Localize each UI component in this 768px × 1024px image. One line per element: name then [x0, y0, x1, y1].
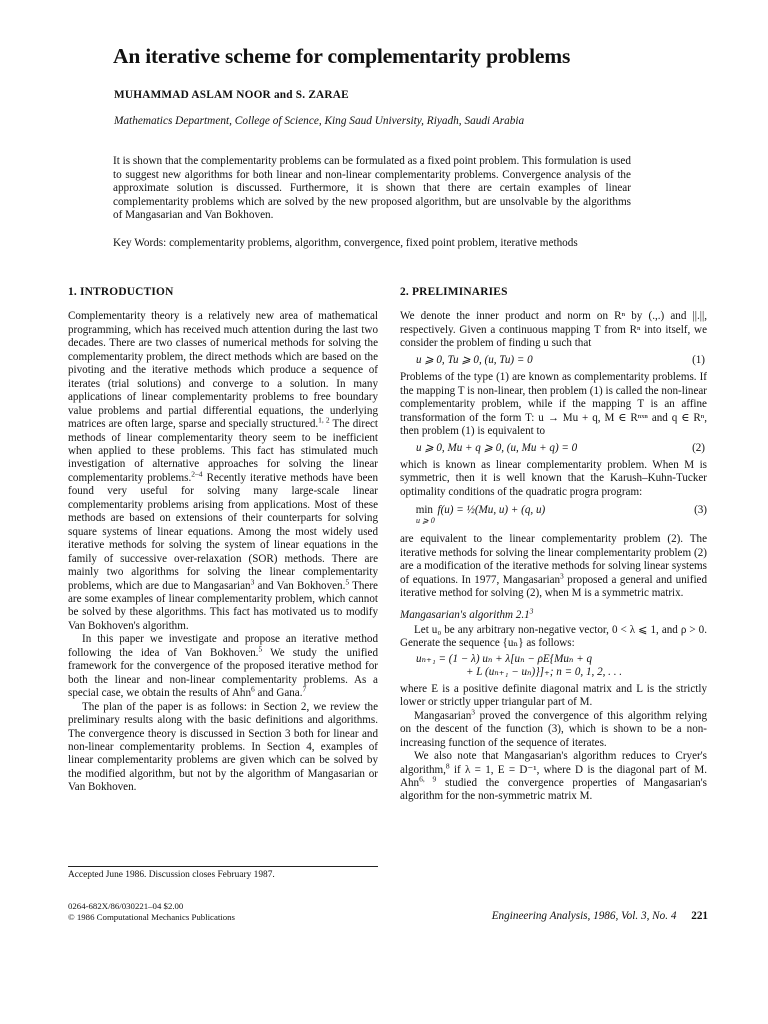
citation: 3	[471, 707, 476, 716]
paper-title: An iterative scheme for complementarity problems	[113, 44, 571, 68]
citation: 7	[302, 684, 307, 694]
publication-info	[68, 901, 235, 923]
page-number: 221	[691, 910, 708, 922]
citation: 6	[251, 684, 255, 694]
equation-algorithm: uₙ₊₁ = (1 − λ) uₙ + λ[uₙ − ρE{Muₙ + q + L (uₙ₊₁ − uₙ)}]₊; n = 0, 1, 2, . . .	[416, 652, 623, 679]
prelim-paragraph-1: We denote the inner product and norm on Rⁿ by (.,.) and ||.||, respectively. Given a continuous mapping T from Rⁿ into itself, we consider the problem of finding u such that	[400, 310, 707, 350]
algorithm-paragraph: Let u₀ be any arbitrary non-negative vector, 0 < λ ⩽ 1, and ρ > 0. Generate the sequence {uₙ} as follows:	[400, 623, 707, 650]
equation-number: (2)	[692, 441, 705, 454]
intro-paragraph-2: In this paper we investigate and propose an iterative method following the idea of Van Bokhoven.$^5$ We study the unified framework for the convergence of the proposed iterative method for both the linear and non-linear complementarity problems. As a special case, we obtain the results of Ahn$^6$ and Gana.$^7$	[68, 633, 378, 700]
citation: 3	[560, 570, 564, 580]
footnote-rule	[68, 866, 378, 867]
algorithm-title: Mangasarian's algorithm $2.1^3$	[400, 605, 534, 621]
citation: 2–4	[191, 469, 203, 479]
citation: 8	[445, 760, 450, 770]
citation: 3	[529, 605, 534, 615]
equation-number: (3)	[694, 504, 707, 517]
citation: 6, 9	[419, 774, 437, 784]
equation-number: (1)	[692, 353, 705, 366]
footnote: Accepted June 1986. Discussion closes February 1987.	[68, 870, 275, 880]
abstract: It is shown that the complementarity problems can be formulated as a fixed point problem. This formulation is used to suggest new algorithms for both linear and non-linear complementarity problems. Convergence analysis of the approximate solution is discussed. Furthermore, it is shown that there are certain examples of linear complementarity problems which are solved by the new proposed algorithm, but are unsolvable by the algorithms of Mangasarian and Van Bokhoven.	[113, 155, 631, 222]
prelim-paragraph-2: Problems of the type (1) are known as complementarity problems. If the mapping T is non-linear, then problem (1) is called the non-linear complementarity problem, while if the mapping T is an affine transformation of the form T: u → Mu + q, M ∈ Rⁿˣⁿ and q ∈ Rⁿ, then problem (1) is equivalent to	[400, 371, 707, 438]
intro-paragraph-3: The plan of the paper is as follows: in Section 2, we review the preliminary results along with the basic definitions and algorithms. The convergence theory is discussed in Section 3 both for linear and non-linear complementarity problems. In Section 4, examples of linear complementarity problems are given which can be solved by the modified algorithm, but not by the algorithm of Mangasarian or Van Bokhoven.	[68, 700, 378, 794]
issn: 0264-682X/86/030221–04 $2.00	[68, 901, 184, 911]
paper-affiliation: Mathematics Department, College of Science, King Saud University, Riyadh, Saudi Arabia	[114, 115, 525, 127]
prelim-paragraph-7: Mangasarian$^3$ proved the convergence of this algorithm relying on the descent of the function (3), which is shown to be a non-increasing function of the sequence of iterates.	[400, 707, 707, 749]
citation: 5	[345, 576, 350, 586]
right-column	[400, 286, 707, 804]
prelim-paragraph-3: which is known as linear complementarity problem. When M is symmetric, then it is well known that the Karush–Kuhn-Tucker optimality conditions of the quadratic progra program:	[400, 458, 707, 498]
paper-authors: MUHAMMAD ASLAM NOOR and S. ZARAE	[114, 89, 349, 101]
section-1-heading: 1. INTRODUCTION	[68, 286, 174, 298]
section-2-heading: 2. PRELIMINARIES	[400, 286, 508, 298]
prelim-paragraph-6: where E is a positive definite diagonal matrix and L is the strictly lower or strictly upper triangular part of M.	[400, 682, 707, 709]
prelim-paragraph-4: are equivalent to the linear complementarity problem (2). The iterative methods for solving the linear complementarity problem (2) are a modification of the iterative methods for solving linear systems of equations. In 1977, Mangasarian$^3$ proposed a general and unified iterative method for solving (2), when M is a symmetric matrix.	[400, 533, 707, 600]
equation-3: min u ⩾ 0 f(u) = ½(Mu, u) + (q, u) (3)	[400, 504, 707, 527]
equation-2: u ⩾ 0, Mu + q ⩾ 0, (u, Mu + q) = 0 (2)	[416, 441, 705, 454]
copyright: © 1986 Computational Mechanics Publications	[68, 912, 235, 922]
keywords: Key Words: complementarity problems, algorithm, convergence, fixed point problem, iterative methods	[113, 237, 578, 249]
left-column	[68, 286, 378, 795]
equation-1: u ⩾ 0, Tu ⩾ 0, (u, Tu) = 0 (1)	[416, 353, 705, 366]
citation: 5	[258, 644, 263, 654]
citation: 1, 2	[318, 415, 330, 425]
citation: 3	[250, 576, 255, 586]
prelim-paragraph-8: We also note that Mangasarian's algorithm reduces to Cryer's algorithm,$^8$ if λ = 1, E = D⁻¹, where D is the diagonal part of M. Ahn$^{6, 9}$ studied the convergence properties of Mangasarian's algorithm for the non-symmetric matrix M.	[400, 750, 707, 803]
journal-reference: Engineering Analysis, 1986, Vol. 3, No. 4 221	[491, 910, 708, 922]
intro-paragraph-1: Complementarity theory is a relatively new area of mathematical programming, which has received much attention during the last two decades. There are two classes of numerical methods for solving the complementarity problem, the direct methods which are based on the pivoting and the iterative methods which produce a sequence of iterates (trial solutions) and converge to a solution. In many applications of linear complementarity problems to free boundary value problems and partial differential equations, the underlying matrices are often large, sparse and specially structured.$^{1, 2}$ The direct methods of linear complementarity theory seem to be inefficient when applied to these problems. This fact has stimulated much investigation of alternative approaches for solving the linear complementarity problems.$^{2-4}$ Recently iterative methods have been found very useful for solving many large-scale linear complementarity problems arising from applications. Most of these methods are based on extensions of their counterparts for solving square systems of linear equations. Among the most widely used iterative methods for solving the system of linear equations in the family of successive over-relaxation (SOR) methods. There are mainly two algorithms for solving the linear complementarity problems, which are due to Mangasarian$^3$ and Van Bokhoven.$^5$ There are some examples of linear complementarity problem, which cannot be solved by these algorithms. This fact has motivated us to modify Van Bokhoven's algorithm.	[68, 310, 379, 632]
